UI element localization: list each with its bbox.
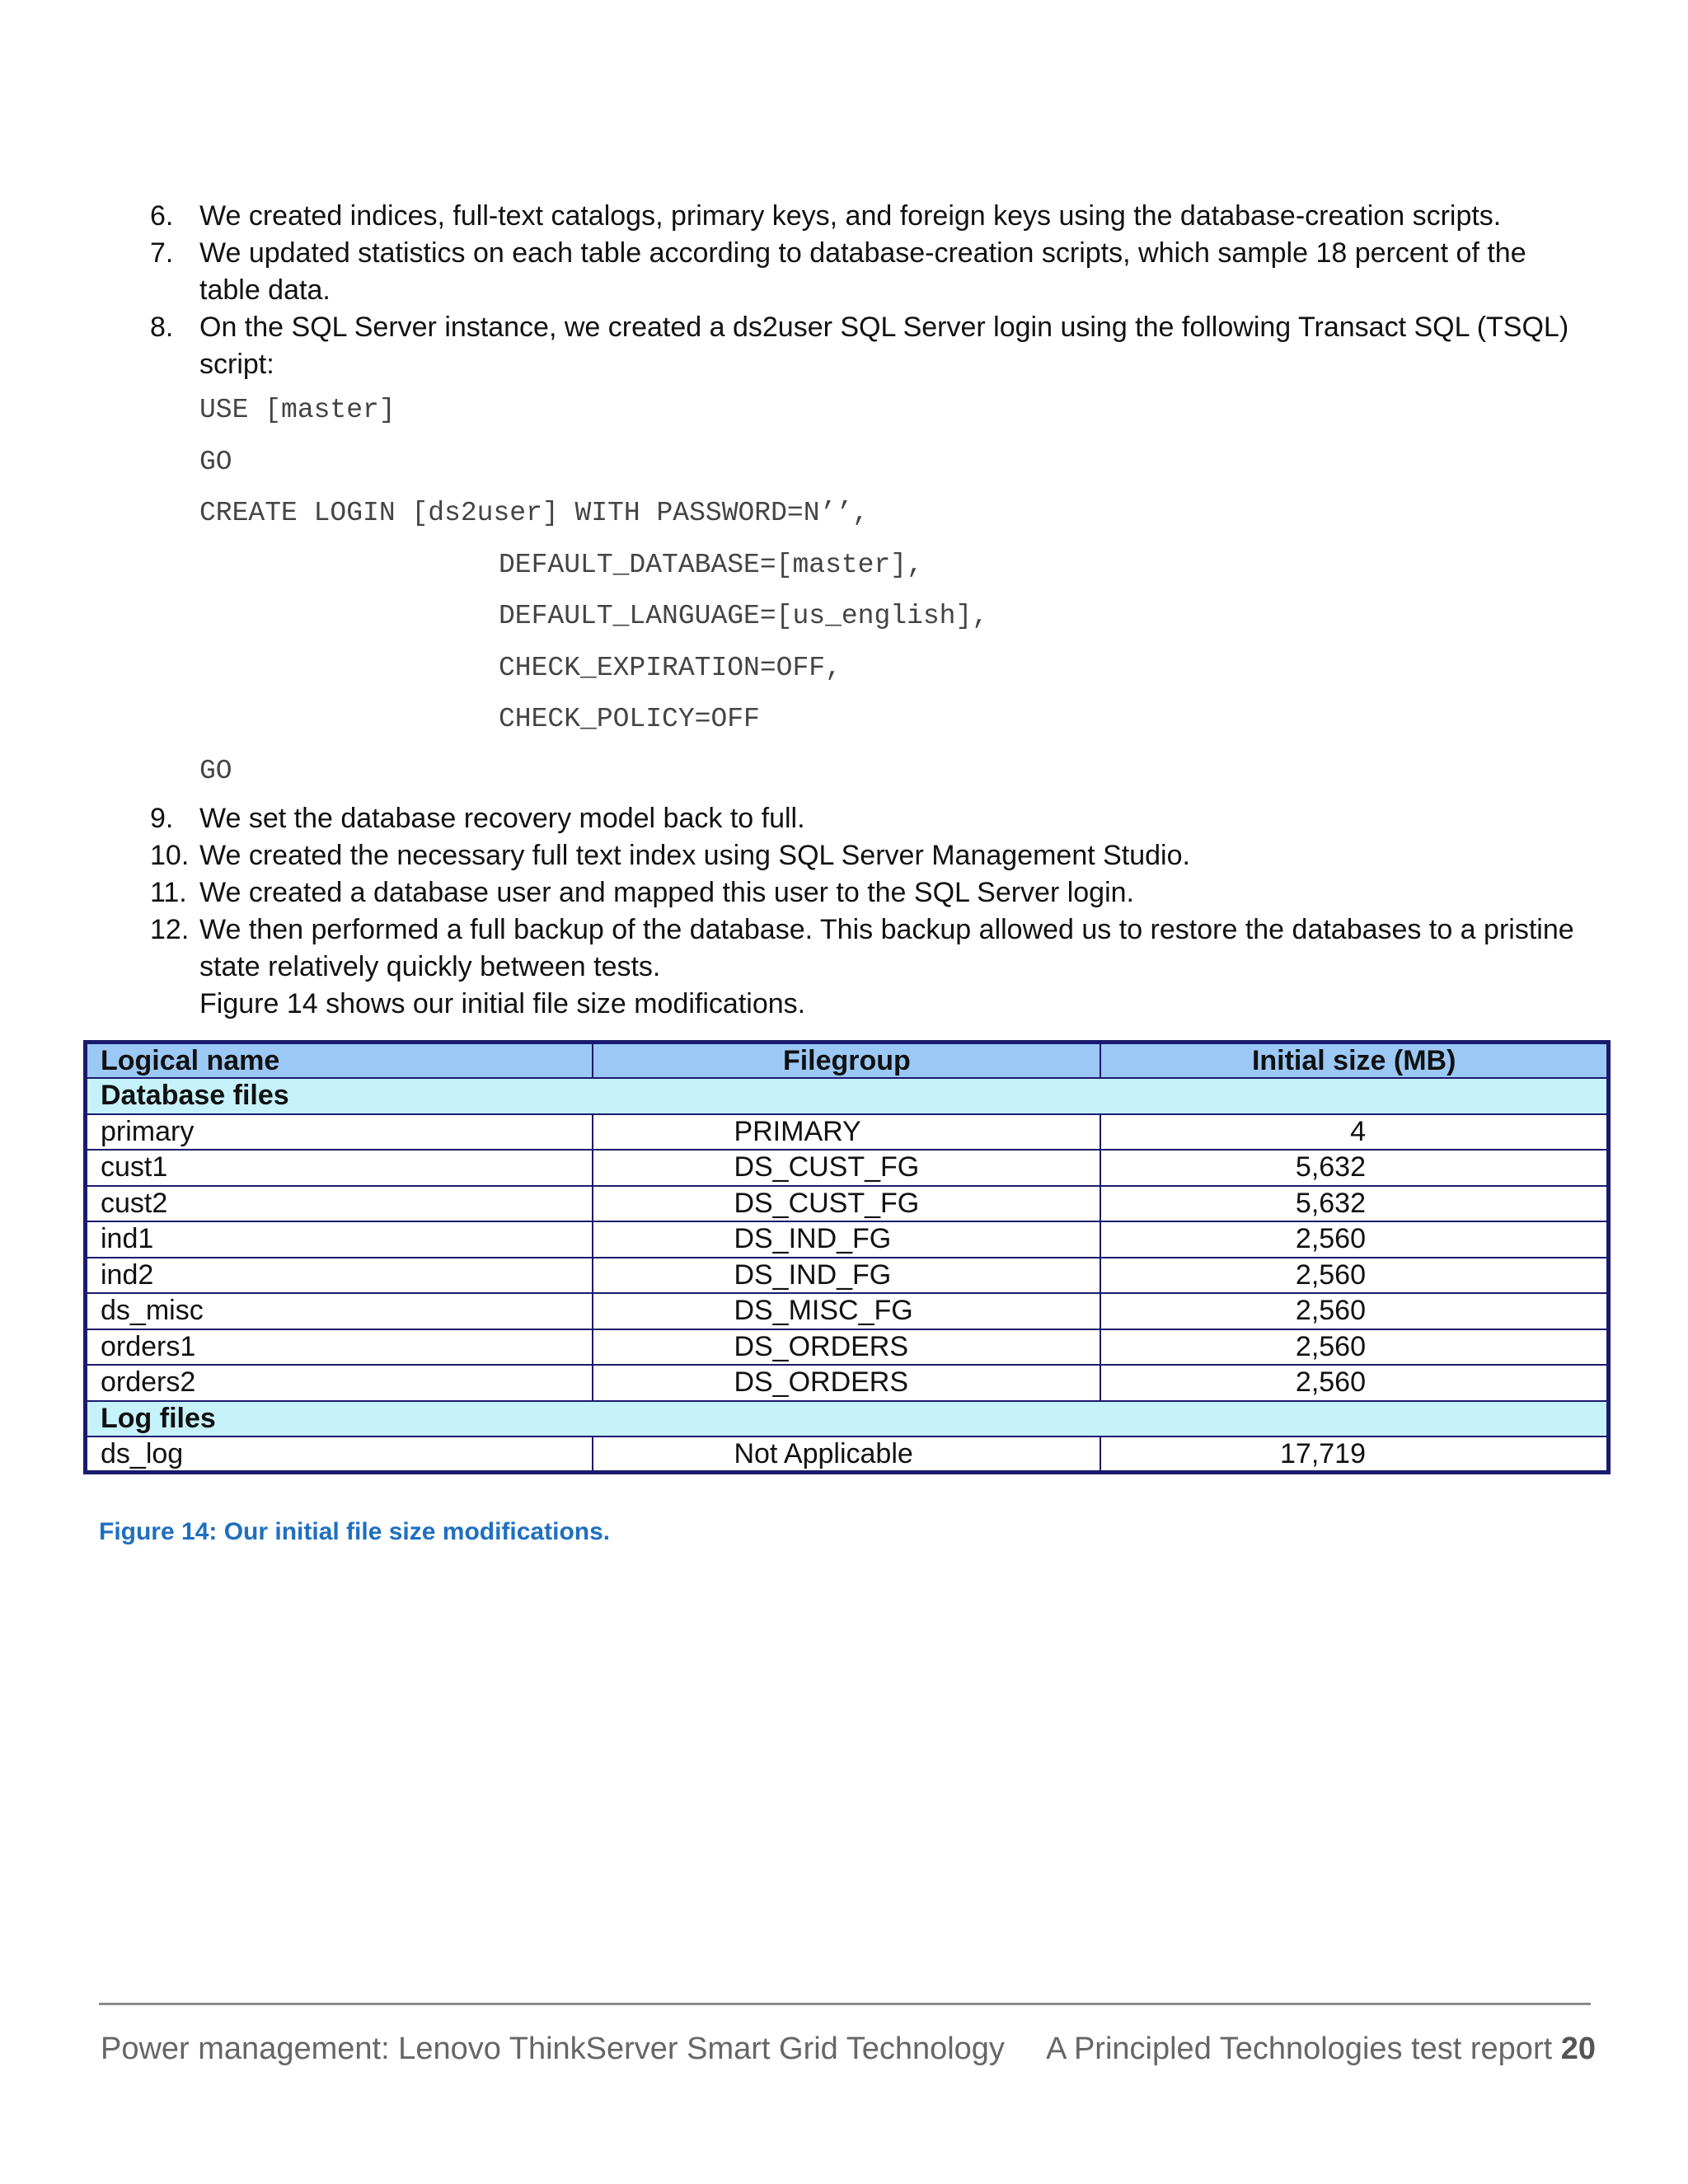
step-6 (150, 198, 1584, 235)
filegroup-cell: DS_CUST_FG (593, 1186, 1100, 1222)
table-row (86, 1329, 1609, 1366)
step-number: 6. (150, 200, 174, 232)
code-line: CHECK_EXPIRATION=OFF, (499, 652, 842, 683)
code-line: CHECK_POLICY=OFF (499, 704, 760, 734)
column-header-logical-name: Logical name (86, 1043, 593, 1079)
table-row (86, 1150, 1609, 1186)
table-row (86, 1258, 1609, 1294)
logical-name-cell: cust2 (86, 1186, 593, 1222)
step-text: We created the necessary full text index using SQL Server Management Studio. (199, 840, 1190, 871)
size-cell: 2,560 (1100, 1365, 1608, 1401)
step-text: On the SQL Server instance, we created a ds2user SQL Server login using the following Transact SQL (TSQL) script: (199, 312, 1569, 380)
footer-divider (99, 2003, 1591, 2005)
code-line: DEFAULT_LANGUAGE=[us_english], (499, 601, 989, 631)
footer-report-title: Power management: Lenovo ThinkServer Smart Grid Technology (101, 2032, 1005, 2066)
step-9 (150, 800, 1584, 837)
code-line: DEFAULT_DATABASE=[master], (499, 549, 923, 580)
section-label: Database files (86, 1078, 1609, 1114)
logical-name-cell: ds_log (86, 1436, 593, 1473)
step-text: We created indices, full-text catalogs, primary keys, and foreign keys using the database-creation scripts. (199, 200, 1502, 232)
filegroup-cell: DS_ORDERS (593, 1329, 1100, 1366)
step-number: 11. (150, 877, 187, 908)
code-line: GO (199, 755, 232, 786)
size-cell: 5,632 (1100, 1186, 1608, 1222)
filegroup-cell: DS_CUST_FG (593, 1150, 1100, 1186)
footer-publisher (1046, 2032, 1596, 2067)
figure-caption: Figure 14: Our initial file size modifications. (99, 1518, 611, 1545)
logical-name-cell: orders1 (86, 1329, 593, 1366)
step-8 (150, 309, 1584, 383)
step-number: 8. (150, 312, 174, 343)
size-cell: 2,560 (1100, 1329, 1608, 1366)
code-line: CREATE LOGIN [ds2user] WITH PASSWORD=N’’, (199, 498, 869, 528)
size-cell: 2,560 (1100, 1221, 1608, 1258)
logical-name-cell: primary (86, 1114, 593, 1151)
step-number: 10. (150, 840, 190, 871)
section-row-log-files (86, 1401, 1609, 1437)
step-text: We then performed a full backup of the database. This backup allowed us to restore the databases to a pristine state relatively quickly between tests. (199, 914, 1574, 982)
size-cell: 4 (1100, 1114, 1608, 1151)
page-number: 20 (1560, 2032, 1596, 2066)
size-cell: 2,560 (1100, 1258, 1608, 1294)
table-header-row (86, 1043, 1609, 1079)
file-size-table (83, 1040, 1611, 1474)
filegroup-cell: PRIMARY (593, 1114, 1100, 1151)
step-7 (150, 235, 1584, 309)
size-cell: 2,560 (1100, 1293, 1608, 1329)
logical-name-cell: cust1 (86, 1150, 593, 1186)
step-number: 7. (150, 237, 174, 269)
filegroup-cell: Not Applicable (593, 1436, 1100, 1473)
step-12 (150, 912, 1584, 986)
procedure-steps (150, 198, 1584, 1023)
size-cell: 17,719 (1100, 1436, 1608, 1473)
step-text: We updated statistics on each table according to database-creation scripts, which sample 18 percent of the table data. (199, 237, 1526, 306)
tsql-code-block (150, 385, 1584, 797)
table-row (86, 1293, 1609, 1329)
section-label: Log files (86, 1401, 1609, 1437)
filegroup-cell: DS_ORDERS (593, 1365, 1100, 1401)
table-row (86, 1436, 1609, 1473)
footer-publisher-text: A Principled Technologies test report (1046, 2032, 1553, 2066)
filegroup-cell: DS_IND_FG (593, 1258, 1100, 1294)
column-header-initial-size: Initial size (MB) (1100, 1043, 1608, 1079)
step-text: We set the database recovery model back to full. (199, 803, 805, 834)
column-header-filegroup: Filegroup (593, 1043, 1100, 1079)
table-row (86, 1186, 1609, 1222)
logical-name-cell: ind2 (86, 1258, 593, 1294)
table-row (86, 1114, 1609, 1151)
step-number: 12. (150, 914, 190, 945)
filegroup-cell: DS_MISC_FG (593, 1293, 1100, 1329)
table-row (86, 1365, 1609, 1401)
section-row-database-files (86, 1078, 1609, 1114)
figure-reference-note: Figure 14 shows our initial file size modifications. (199, 988, 806, 1019)
step-11 (150, 874, 1584, 912)
code-line: GO (199, 446, 232, 477)
size-cell: 5,632 (1100, 1150, 1608, 1186)
step-number: 9. (150, 803, 174, 834)
code-line: USE [master] (199, 395, 396, 425)
step-text: We created a database user and mapped this user to the SQL Server login. (199, 877, 1135, 908)
logical-name-cell: ds_misc (86, 1293, 593, 1329)
table-row (86, 1221, 1609, 1258)
logical-name-cell: orders2 (86, 1365, 593, 1401)
filegroup-cell: DS_IND_FG (593, 1221, 1100, 1258)
logical-name-cell: ind1 (86, 1221, 593, 1258)
step-10 (150, 837, 1584, 874)
